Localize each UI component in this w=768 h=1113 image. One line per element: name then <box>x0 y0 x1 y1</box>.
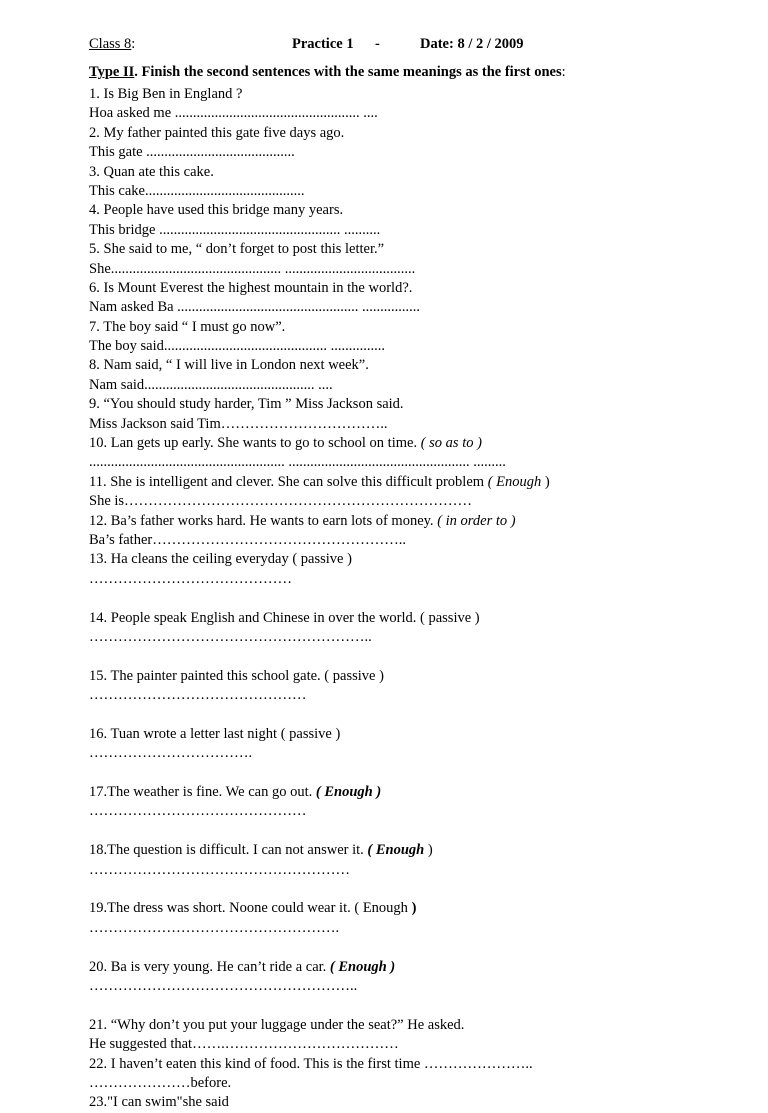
question-text: 19.The dress was short. Noone could wear it. ( Enough <box>89 900 412 917</box>
question-text: 9. “You should study harder, Tim ” Miss Jackson said. <box>89 396 404 413</box>
exercise-question <box>89 163 729 182</box>
exercise-spacer <box>89 647 729 666</box>
question-text: 12. Ba’s father works hard. He wants to earn lots of money. <box>89 512 438 529</box>
question-hint: ( Enough <box>367 842 425 859</box>
instructions <box>89 64 729 85</box>
question-text: 22. I haven’t eaten this kind of food. This is the first time ………………….. <box>89 1055 533 1072</box>
class-label-text: Class 8 <box>89 36 132 52</box>
question-text: 8. Nam said, “ I will live in London next week”. <box>89 357 369 374</box>
date-label: Date: 8 / 2 / 2009 <box>420 36 524 52</box>
exercise-question <box>89 512 729 531</box>
question-hint: ( Enough <box>487 473 542 490</box>
answer-line: ……………………………………………….. <box>89 977 358 994</box>
exercise-spacer <box>89 589 729 608</box>
exercise-question <box>89 473 729 492</box>
question-hint: ( Enough ) <box>329 958 396 975</box>
exercise-question <box>89 318 729 337</box>
answer-line: Nam asked Ba .................................................. ................ <box>89 299 421 316</box>
exercise-question <box>89 783 729 802</box>
answer-line: Nam said............................................... .... <box>89 376 333 393</box>
question-text: 11. She is intelligent and clever. She can solve this difficult problem <box>89 473 488 490</box>
exercise-question <box>89 395 729 414</box>
question-text: 15. The painter painted this school gate. ( passive ) <box>89 667 384 684</box>
exercise-question <box>89 899 729 918</box>
answer-line: ……………………………………… <box>89 687 307 704</box>
question-text: 10. Lan gets up early. She wants to go to school on time. <box>89 435 421 452</box>
answer-line: Miss Jackson said Tim…………………………….. <box>89 415 388 432</box>
question-text: 3. Quan ate this cake. <box>89 163 214 180</box>
class-label-colon: : <box>131 36 136 52</box>
instructions-colon: : <box>561 64 566 80</box>
header <box>89 36 729 58</box>
answer-line: …………………………………… <box>89 570 292 587</box>
worksheet <box>89 36 729 1113</box>
class-label <box>89 36 135 53</box>
question-text: 13. Ha cleans the ceiling everyday ( passive ) <box>89 551 352 568</box>
question-hint: ( in order to ) <box>437 512 516 529</box>
exercise-question <box>89 609 729 628</box>
exercise-question <box>89 124 729 143</box>
answer-line: ……………………………………………. <box>89 919 340 936</box>
exercise-question <box>89 1016 729 1035</box>
question-text: 1. Is Big Ben in England ? <box>89 86 243 102</box>
answer-line: …………………before. <box>89 1074 232 1091</box>
exercise-question <box>89 958 729 977</box>
question-text: 5. She said to me, “ don’t forget to post this letter.” <box>89 241 385 258</box>
exercise-spacer <box>89 706 729 725</box>
exercise-question <box>89 85 729 104</box>
exercise-question <box>89 667 729 686</box>
answer-line: ...................................................... .................................................. ......... <box>89 454 506 471</box>
exercise-spacer <box>89 996 729 1015</box>
exercise-question <box>89 279 729 298</box>
answer-line: ……………………………………………… <box>89 861 350 878</box>
answer-line: ……………………………………… <box>89 803 307 820</box>
header-dash: - <box>375 36 380 52</box>
exercise-spacer <box>89 880 729 899</box>
question-text: 14. People speak English and Chinese in over the world. ( passive ) <box>89 609 480 626</box>
instructions-text: . Finish the second sentences with the same meanings as the first ones <box>134 64 562 80</box>
answer-line: Hoa asked me ................................................... .... <box>89 105 378 122</box>
answer-line: This gate ......................................... <box>89 144 295 161</box>
question-text: 20. Ba is very young. He can’t ride a car. <box>89 958 330 975</box>
answer-line: This bridge .................................................. .......... <box>89 221 381 238</box>
practice-title: Practice 1 <box>292 36 354 52</box>
question-text: 6. Is Mount Everest the highest mountain in the world?. <box>89 279 413 296</box>
exercise-question <box>89 240 729 259</box>
answer-line: She............................................... .................................... <box>89 260 416 277</box>
exercise-question <box>89 841 729 860</box>
exercise-spacer <box>89 822 729 841</box>
question-hint: ( so as to ) <box>420 435 482 452</box>
exercise-question <box>89 356 729 375</box>
answer-line: Ba’s father…………………………………………….. <box>89 531 406 548</box>
answer-line: The boy said............................................. ............... <box>89 338 386 355</box>
answer-line: She is……………………………………………………………… <box>89 493 473 510</box>
exercise-question <box>89 434 729 453</box>
question-text: 2. My father painted this gate five days ago. <box>89 124 345 141</box>
exercise-question <box>89 550 729 569</box>
question-text: 18.The question is difficult. I can not answer it. <box>89 842 368 859</box>
question-hint-close: ) <box>541 473 550 490</box>
question-text: 7. The boy said “ I must go now”. <box>89 318 286 335</box>
answer-line: ……………………………. <box>89 745 253 762</box>
answer-line: He suggested that…….……………………………… <box>89 1036 399 1053</box>
question-text: 17.The weather is fine. We can go out. <box>89 784 316 801</box>
answer-line: This cake............................................ <box>89 182 305 199</box>
question-text: 21. “Why don’t you put your luggage under the seat?” He asked. <box>89 1016 465 1033</box>
exercise-spacer <box>89 764 729 783</box>
question-hint-close: ) <box>411 900 417 917</box>
exercise-question <box>89 1093 729 1112</box>
exercise-question <box>89 201 729 220</box>
type-label: Type II <box>89 64 135 80</box>
question-hint-close: ) <box>424 842 433 859</box>
exercise-question <box>89 725 729 744</box>
question-text: 16. Tuan wrote a letter last night ( passive ) <box>89 725 341 742</box>
question-text: 23."I can swim"she said <box>89 1094 229 1111</box>
exercise-list <box>89 85 729 1113</box>
answer-line: ………………………………………………….. <box>89 628 372 645</box>
exercise-question <box>89 1055 729 1074</box>
exercise-spacer <box>89 938 729 957</box>
question-hint: ( Enough ) <box>315 784 382 801</box>
question-text: 4. People have used this bridge many years. <box>89 202 344 219</box>
